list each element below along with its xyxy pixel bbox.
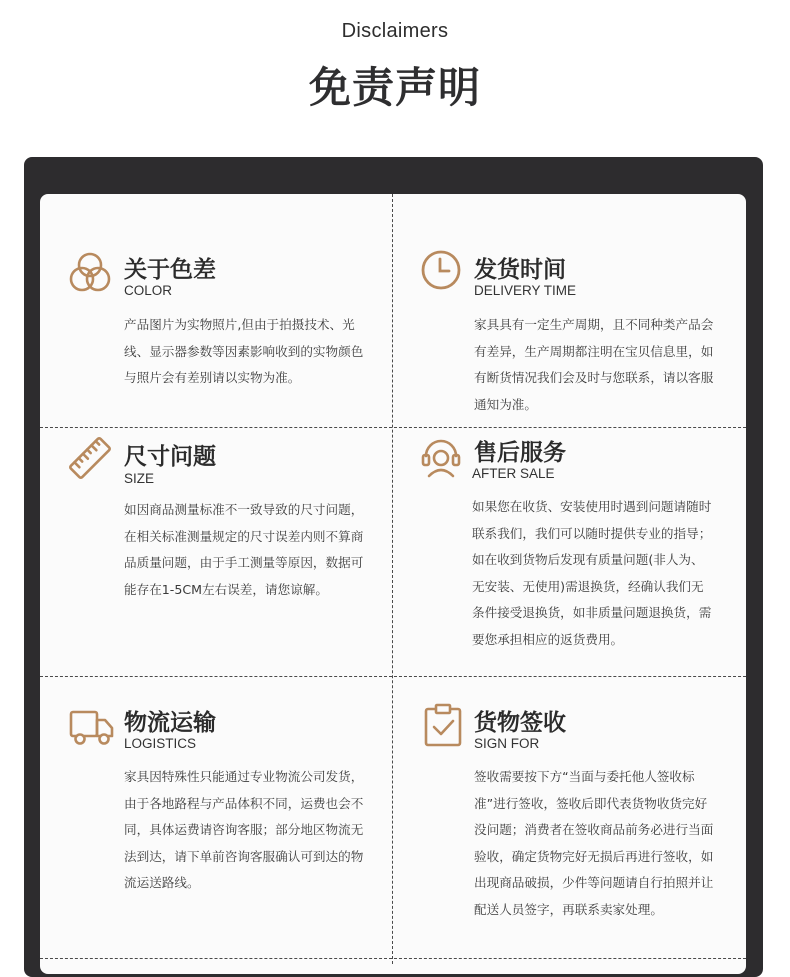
section-subtitle: SIZE [124, 471, 155, 486]
horizontal-divider-1 [40, 427, 746, 428]
section-body: 签收需要按下方“当面与委托他人签收标准”进行签收，签收后即代表货物收货完好没问题；消费者在签收商品前务必进行当面验收，确定货物完好无损后再进行签收，如出现商品破损，少件等问题请自行拍照并让配送人员签字，再联系卖家处理。 [474, 769, 714, 917]
section-title: 货物签收 [474, 710, 566, 736]
ruler-icon [67, 435, 113, 481]
section-title: 发货时间 [474, 257, 566, 283]
section-subtitle: DELIVERY TIME [474, 283, 577, 298]
headset-icon [418, 434, 464, 480]
color-circles-icon [67, 250, 113, 296]
section-subtitle: AFTER SALE [472, 466, 555, 481]
section-subtitle: LOGISTICS [124, 736, 197, 751]
section-subtitle: COLOR [124, 283, 173, 298]
section-title: 售后服务 [474, 440, 566, 466]
page-subtitle: Disclaimers [341, 20, 449, 42]
section-body: 如果您在收货、安装使用时遇到问题请随时联系我们，我们可以随时提供专业的指导；如在收到货物后发现有质量问题(非人为、无安装、无使用)需退换货，经确认我们无条件接受退换货，如非质量问题退换货，需要您承担相应的返货费用。 [472, 499, 712, 647]
clipboard-check-icon [421, 703, 467, 749]
section-body: 家具因特殊性只能通过专业物流公司发货，由于各地路程与产品体积不同，运费也会不同，具体运费请咨询客服；部分地区物流无法到达，请下单前咨询客服确认可到达的物流运送路线。 [124, 769, 364, 890]
section-body: 产品图片为实物照片,但由于拍摄技术、光线、显示器参数等因素影响收到的实物颜色与照片会有差别请以实物为准。 [124, 317, 364, 385]
section-title: 尺寸问题 [124, 444, 216, 470]
section-body: 如因商品测量标准不一致导致的尺寸问题，在相关标准测量规定的尺寸误差内则不算商品质量问题，由于手工测量等原因，数据可能存在1-5CM左右误差，请您谅解。 [124, 502, 364, 597]
clock-icon [418, 248, 464, 294]
section-subtitle: SIGN FOR [474, 736, 540, 751]
section-title: 物流运输 [124, 710, 216, 736]
section-body: 家具具有一定生产周期，且不同种类产品会有差异，生产周期都注明在宝贝信息里，如有断货情况我们会及时与您联系，请以客服通知为准。 [474, 317, 714, 412]
section-title: 关于色差 [124, 257, 216, 283]
horizontal-divider-2 [40, 676, 746, 677]
page-title: 免责声明 [308, 63, 481, 112]
truck-icon [69, 704, 115, 750]
vertical-divider [392, 194, 393, 964]
